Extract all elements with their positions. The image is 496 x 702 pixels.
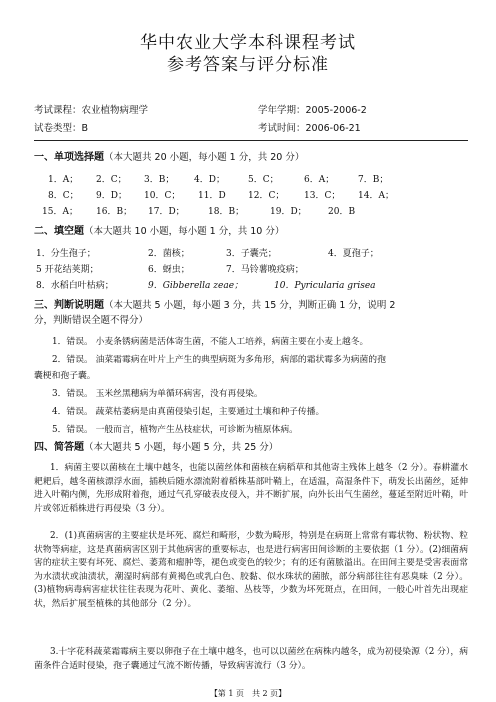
section3-heading: [34, 298, 468, 313]
section3-heading-rest: （本大题共 5 小题，每小题 3 分，共 15 分，判断正确 1 分，说明 2: [104, 300, 396, 311]
short-answer-2: 2．(1)真菌病害的主要症状是坏死、腐烂和畸形，少数为畸形，特别是在病斑上常常有霉状物、粉状物、粒状物等病症，这是真菌病害区别于其他病害的重要标志，也是进行病害田间诊断的主要依据（1 分）。(2)细菌病害的症状主要有坏死、腐烂、萎蔫和瘤肿等，褪色或变色的较少；有的还有菌脓溢出。在田间主要是受害表面常为水渍状或油渍状，潮湿时病部有黄褐色或乳白色、胶黏、似水珠状的菌脓，部分病部往往有恶臭味（2 分）。(3)植物病毒病害症状往往表现为花叶、黄化、萎缩、丛枝等，少数为坏死斑点，在田间，一般心叶首先出现症状，然后扩展至植株的其他部分（2 分）。: [34, 531, 468, 609]
paper-type-field: 试卷类型：B: [34, 123, 89, 134]
answer-cell: 3．B；: [144, 175, 175, 185]
answer-cell: 18．B；: [208, 207, 245, 217]
answer-cell: 4．夏孢子；: [328, 249, 379, 259]
answer-cell: 16．B；: [96, 207, 133, 217]
judgement-item: 3．错误。 玉米丝黑穗病为单循环病害，没有再侵染。: [52, 389, 263, 399]
section1-answers: [42, 172, 468, 220]
answer-cell: 6．蚜虫；: [148, 265, 190, 275]
answer-cell: 15．A；: [42, 207, 78, 217]
answer-cell: 13．C；: [304, 191, 341, 201]
section2-answers: [36, 246, 468, 294]
answer-cell: 9．Gibberella zeae；: [148, 281, 244, 291]
answer-cell: 8．C；: [48, 191, 79, 201]
section4-heading: [34, 440, 468, 455]
answer-cell: 11．D: [198, 191, 226, 201]
answer-cell: 5．C；: [248, 175, 279, 185]
answer-cell: 19．D；: [270, 207, 307, 217]
answer-cell: 3．子囊壳；: [226, 249, 277, 259]
section2-heading-rest: （本大题共 10 小题，每小题 1 分，共 10 分）: [84, 226, 285, 237]
page-subtitle: 参考答案与评分标准: [167, 55, 329, 75]
section2-heading-bold: 二、填空题: [34, 226, 84, 237]
section1-heading-rest: （本大题共 20 小题，每小题 1 分，共 20 分）: [104, 152, 305, 163]
answer-cell: 17．D；: [148, 207, 185, 217]
answer-cell: 14．A；: [358, 191, 394, 201]
answer-cell: 4．D；: [194, 175, 225, 185]
short-answer-3: 3.十字花科蔬菜霜霉病主要以卵孢子在土壤中越冬，也可以以菌丝在病株内越冬，成为初侵染源（2 分），病菌条件合适时侵染，孢子囊通过气流不断传播，导致病害流行（3 分）。: [34, 647, 468, 671]
course-field: 考试课程：农业植物病理学: [34, 105, 149, 116]
answer-cell: 10．Pyricularia grisea: [274, 281, 376, 291]
answer-cell: 7．马铃薯晚疫病；: [226, 265, 304, 275]
section3-heading-bold: 三、判断说明题: [34, 300, 104, 311]
exam-time-field: 考试时间：2006-06-21: [258, 123, 361, 134]
answer-cell: 9．D；: [96, 191, 127, 201]
answer-cell: 1．分生孢子；: [36, 249, 96, 259]
section2-heading: [34, 224, 468, 239]
header-divider: [34, 140, 468, 141]
judgement-item: 1．错误。 小麦条锈病菌是活体寄生菌，不能人工培养，病菌主要在小麦上越冬。: [52, 337, 369, 347]
short-answer-1: 1．病菌主要以菌核在土壤中越冬，也能以菌丝体和菌核在病稻草和其他寄主残体上越冬（2 分）。春耕灌水耙耙后，越冬菌核漂浮水面，插秧后随水漂流附着稻株基部叶鞘上，在适温，高湿条件下，萌发长出菌丝，延伸进入叶鞘内侧，先形成附着孢，通过气孔穿破表皮侵入，并不断扩展，向外长出气生菌丝，蔓延至附近叶鞘，叶片或邻近稻株进行再侵染（3 分）。: [34, 463, 468, 514]
answer-cell: 2．菌核；: [148, 249, 190, 259]
answer-cell: 6．A；: [304, 175, 335, 185]
page-title: 华中农业大学本科课程考试: [140, 33, 356, 53]
section4-heading-rest: （本大题共 5 小题，每小题 5 分，共 25 分）: [84, 442, 279, 453]
answer-cell: 10．C；: [144, 191, 181, 201]
judgement-item-cont: 囊梗和孢子囊。: [34, 371, 96, 381]
judgement-item: 5．错误。 一般而言，植物产生丛枝症状，可诊断为植原体病。: [52, 425, 298, 435]
page-footer: 【第 1 页 共 2 页】: [209, 689, 287, 698]
answer-cell: 8．水稻白叶枯病；: [36, 281, 114, 291]
judgement-item: 4．错误。 蔬菜枯萎病是由真菌侵染引起，主要通过土壤和种子传播。: [52, 407, 325, 417]
answer-cell: 1．A；: [48, 175, 79, 185]
answer-cell: 7．B；: [358, 175, 389, 185]
answer-cell: 12．C；: [248, 191, 285, 201]
year-field: 学年学期：2005-2006-2: [258, 105, 367, 116]
section1-heading-bold: 一、单项选择题: [34, 152, 104, 163]
judgement-item: 2．错误。 油菜霜霉病在叶片上产生的典型病斑为多角形，病部的霜状霉多为病菌的孢: [52, 355, 386, 365]
section4-heading-bold: 四、简答题: [34, 442, 84, 453]
section3-heading-cont: 分，判断错误全题不得分）: [34, 315, 149, 326]
answer-cell: 2．C；: [96, 175, 127, 185]
answer-cell: 5 开花结荚期；: [36, 265, 99, 275]
answer-cell: 20．B: [328, 207, 356, 217]
section1-heading: [34, 150, 468, 165]
